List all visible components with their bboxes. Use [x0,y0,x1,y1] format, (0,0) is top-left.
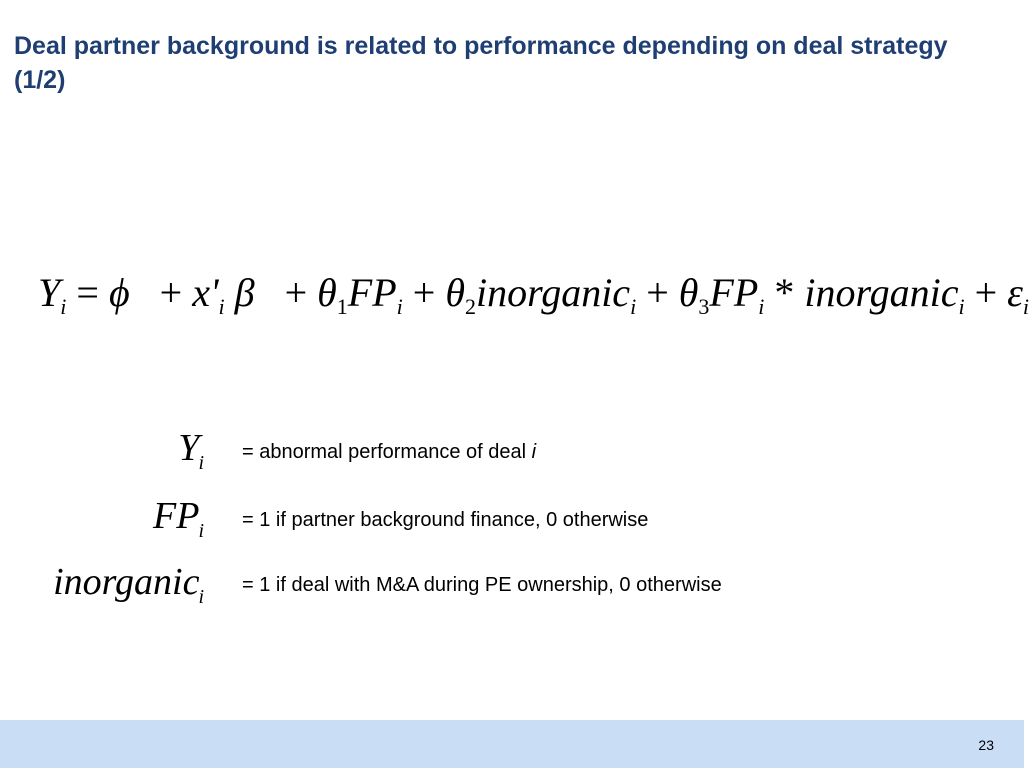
page-number: 23 [978,737,994,753]
eq-theta-3: θ [678,270,699,315]
eq-inorganic-1: inorganic [476,270,631,315]
eq-x-prime: x' [192,270,219,315]
eq-x-sub: i [218,294,225,319]
definition-text-y: = abnormal performance of deal i [242,441,537,463]
eq-inorganic-2-sub: i [958,294,965,319]
eq-inorganic-1-sub: i [630,294,637,319]
eq-fp-2: FP [709,270,759,315]
eq-theta-2-sub: 2 [465,294,476,319]
eq-lhs-sub: i [60,294,67,319]
definition-text-inorganic: = 1 if deal with M&A during PE ownership, 0 otherwise [242,574,722,596]
eq-theta-2: θ [445,270,465,315]
eq-plus-4: + [646,270,669,315]
eq-equals-sign: = [76,270,99,315]
definition-row-y [0,426,1024,476]
regression-equation [38,263,1029,323]
eq-plus-2: + [284,270,308,315]
eq-epsilon: ε [1007,270,1023,315]
eq-plus-5: + [974,270,998,315]
definition-symbol-fp: $FP_i$ [153,495,204,542]
eq-inorganic-2: inorganic [804,270,959,315]
eq-theta-1: θ [317,270,337,315]
eq-fp-2-sub: i [758,294,765,319]
eq-phi: ϕ [108,270,130,315]
eq-fp-1: FP [347,270,397,315]
footer-bar [0,720,1024,768]
definition-symbol-inorganic: inorganic$_i$ [53,561,204,608]
definition-symbol-y: $Y_i$ [178,427,204,474]
eq-times: * [774,270,795,315]
eq-beta: β [234,270,255,315]
eq-plus-3: + [412,270,436,315]
eq-theta-3-sub: 3 [698,294,710,319]
eq-epsilon-sub: i [1022,294,1029,319]
slide-title: Deal partner background is related to performance depending on deal strategy (1/2) [14,32,948,94]
eq-theta-1-sub: 1 [336,294,348,319]
eq-lhs-y: Y [38,270,61,315]
definition-row-inorganic [0,560,1024,610]
eq-plus-1: + [159,270,183,315]
eq-fp-1-sub: i [396,294,403,319]
definition-row-fp [0,494,1024,544]
definition-text-fp: = 1 if partner background finance, 0 otherwise [242,509,649,531]
